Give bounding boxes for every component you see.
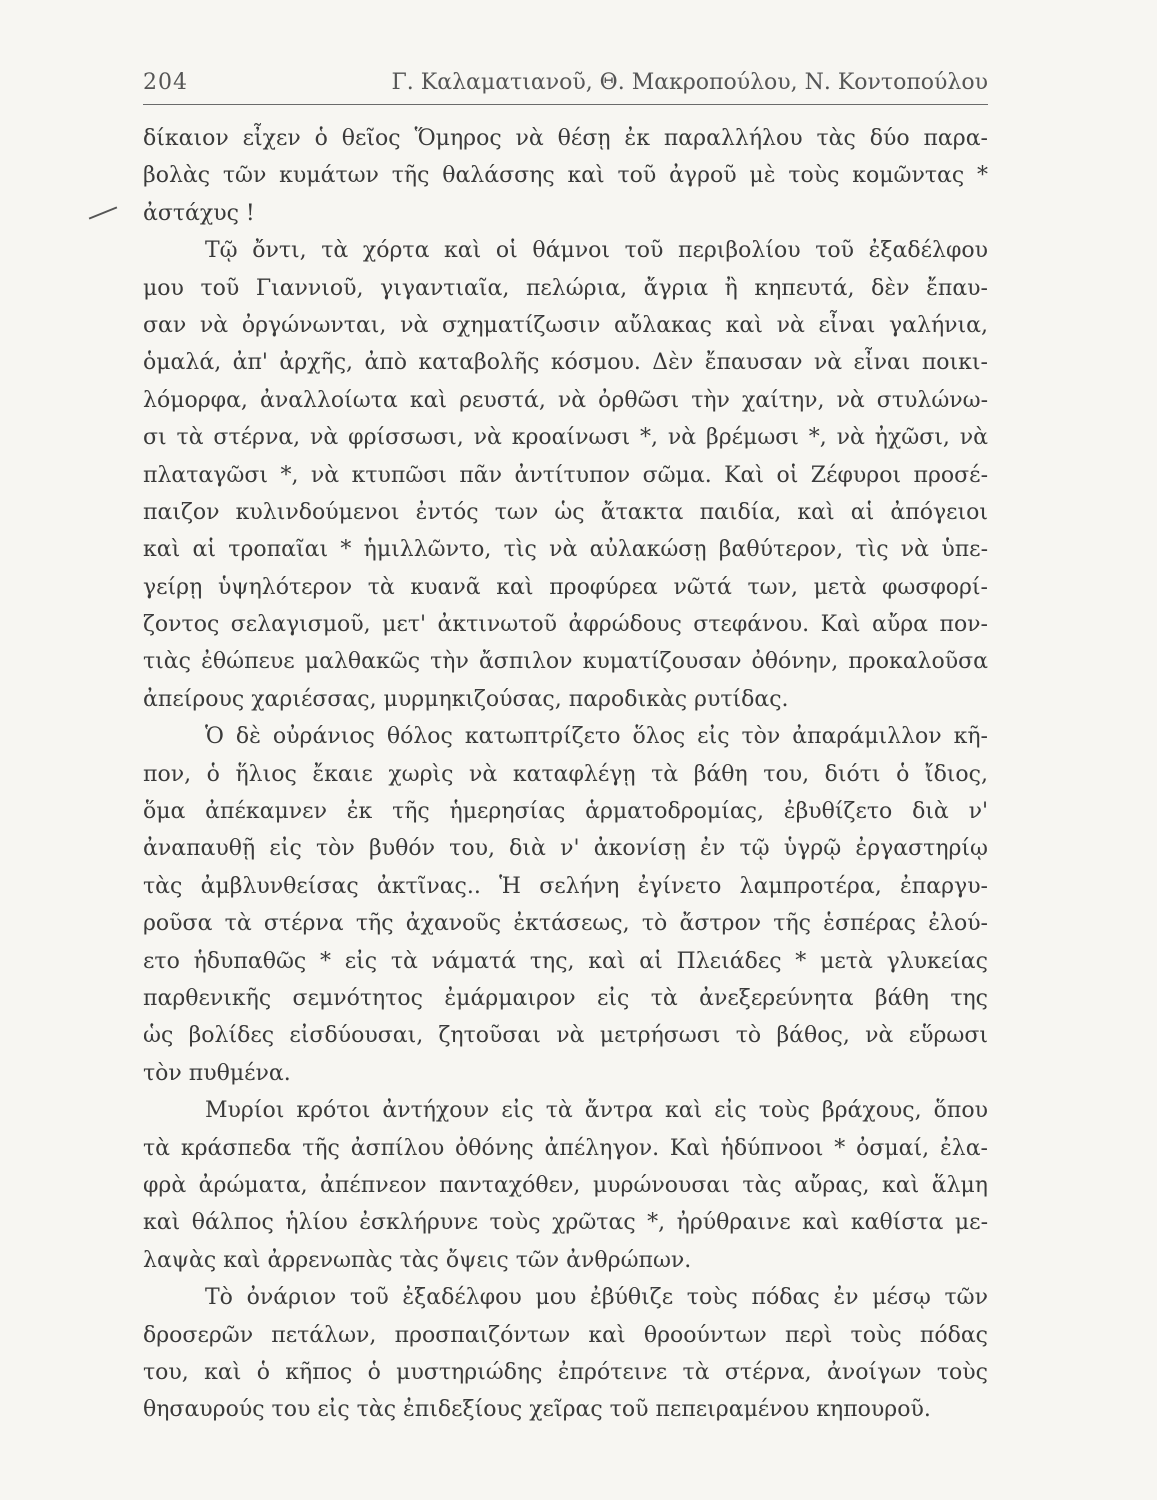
text-line: Τῷ ὄντι, τὰ χόρτα καὶ οἱ θάμνοι τοῦ περιβολίου τοῦ ἐξαδέλφου xyxy=(205,238,988,264)
text-line: ροῦσα τὰ στέρνα τῆς ἀχανοῦς ἐκτάσεως, τὸ ἄστρον τῆς ἑσπέρας ἐλού- xyxy=(143,911,988,937)
text-line: ἀπείρους χαριέσσας, μυρμηκιζούσας, παροδικὰς ρυτίδας. xyxy=(143,686,789,712)
text-line: παρθενικῆς σεμνότητος ἐμάρμαιρον εἰς τὰ ἀνεξερεύνητα βάθη της xyxy=(143,985,988,1011)
text-line: ζοντος σελαγισμοῦ, μετ' ἀκτινωτοῦ ἀφρώδους στεφάνου. Καὶ αὔρα πον- xyxy=(143,612,988,638)
text-line: Μυρίοι κρότοι ἀντήχουν εἰς τὰ ἄντρα καὶ εἰς τοὺς βράχους, ὅπου xyxy=(205,1098,988,1124)
text-line: ὁμαλά, ἀπ' ἀρχῆς, ἀπὸ καταβολῆς κόσμου. Δὲν ἔπαυσαν νὰ εἶναι ποικι- xyxy=(143,350,988,376)
text-line: βολὰς τῶν κυμάτων τῆς θαλάσσης καὶ τοῦ ἀγροῦ μὲ τοὺς κομῶντας * xyxy=(143,163,988,189)
text-line: τιὰς ἐθώπευε μαλθακῶς τὴν ἄσπιλον κυματίζουσαν ὀθόνην, προκαλοῦσα xyxy=(143,649,988,675)
page-header xyxy=(143,64,988,105)
text-line: ἀστάχυς ! xyxy=(143,200,255,226)
text-line: τὸν πυθμένα. xyxy=(143,1060,291,1086)
text-line: καὶ αἱ τροπαῖαι * ἡμιλλῶντο, τὶς νὰ αὐλακώσῃ βαθύτερον, τὶς νὰ ὑπε- xyxy=(143,537,988,563)
running-head: Γ. Καλαματιανοῦ, Θ. Μακροπούλου, Ν. Κοντοπούλου xyxy=(391,70,988,95)
text-line: ὅμα ἀπέκαμνεν ἐκ τῆς ἡμερησίας ἁρματοδρομίας, ἐβυθίζετο διὰ ν' xyxy=(143,799,988,825)
paragraph xyxy=(143,1279,988,1429)
text-line: πον, ὁ ἥλιος ἔκαιε χωρὶς νὰ καταφλέγῃ τὰ βάθη του, διότι ὁ ἴδιος, xyxy=(143,761,988,787)
text-line: ὡς βολίδες εἰσδύουσαι, ζητοῦσαι νὰ μετρήσωσι τὸ βάθος, νὰ εὕρωσι xyxy=(143,1023,988,1049)
text-line: ετο ἡδυπαθῶς * εἰς τὰ νάματά της, καὶ αἱ Πλειάδες * μετὰ γλυκείας xyxy=(143,948,988,974)
text-line: πλαταγῶσι *, νὰ κτυπῶσι πᾶν ἀντίτυπον σῶμα. Καὶ οἱ Ζέφυροι προσέ- xyxy=(143,462,988,488)
text-line: τὰ κράσπεδα τῆς ἀσπίλου ὀθόνης ἀπέληγον. Καὶ ἡδύπνοοι * ὀσμαί, ἐλα- xyxy=(143,1135,988,1161)
text-line: σαν νὰ ὀργώνωνται, νὰ σχηματίζωσιν αὔλακας καὶ νὰ εἶναι γαλήνια, xyxy=(143,312,988,338)
text-line: Ὁ δὲ οὐράνιος θόλος κατωπτρίζετο ὅλος εἰς τὸν ἀπαράμιλλον κῆ- xyxy=(205,724,988,750)
text-line: δίκαιον εἶχεν ὁ θεῖος Ὅμηρος νὰ θέσῃ ἐκ παραλλήλου τὰς δύο παρα- xyxy=(143,126,988,151)
text-line: θησαυρούς του εἰς τὰς ἐπιδεξίους χεῖρας τοῦ πεπειραμένου κηπουροῦ. xyxy=(143,1397,931,1423)
text-line: παιζον κυλινδούμενοι ἐντός των ὡς ἄτακτα παιδία, καὶ αἱ ἀπόγειοι xyxy=(143,499,988,525)
text-line: τὰς ἀμβλυνθείσας ἀκτῖνας.. Ἡ σελήνη ἐγίνετο λαμπροτέρα, ἐπαργυ- xyxy=(143,873,988,899)
paragraph xyxy=(143,718,988,1092)
text-line: του, καὶ ὁ κῆπος ὁ μυστηριώδης ἐπρότεινε τὰ στέρνα, ἀνοίγων τοὺς xyxy=(143,1359,988,1385)
text-line: φρὰ ἀρώματα, ἀπέπνεον πανταχόθεν, μυρώνουσαι τὰς αὔρας, καὶ ἅλμη xyxy=(143,1172,988,1198)
text-line: δροσερῶν πετάλων, προσπαιζόντων καὶ θροούντων περὶ τοὺς πόδας xyxy=(143,1322,988,1348)
paragraph xyxy=(143,232,988,718)
page-number: 204 xyxy=(143,70,188,95)
text-line: λόμορφα, ἀναλλοίωτα καὶ ρευστά, νὰ ὀρθῶσι τὴν χαίτην, νὰ στυλώνω- xyxy=(143,387,988,413)
text-line: καὶ θάλπος ἡλίου ἐσκλήρυνε τοὺς χρῶτας *, ἠρύθραινε καὶ καθίστα με- xyxy=(143,1210,988,1236)
paragraph xyxy=(143,1092,988,1279)
text-line: ἀναπαυθῇ εἰς τὸν βυθόν του, διὰ ν' ἀκονίσῃ ἐν τῷ ὑγρῷ ἐργαστηρίῳ xyxy=(143,836,988,862)
body-text xyxy=(143,120,988,1429)
margin-pencil-mark xyxy=(89,206,118,219)
text-line: λαψὰς καὶ ἀρρενωπὰς τὰς ὄψεις τῶν ἀνθρώπων. xyxy=(143,1247,692,1273)
text-line: γείρῃ ὑψηλότερον τὰ κυανᾶ καὶ προφύρεα νῶτά των, μετὰ φωσφορί- xyxy=(143,574,988,600)
text-line: σι τὰ στέρνα, νὰ φρίσσωσι, νὰ κροαίνωσι *, νὰ βρέμωσι *, νὰ ἠχῶσι, νὰ xyxy=(143,425,988,451)
paragraph xyxy=(143,120,988,232)
text-line: Τὸ ὀνάριον τοῦ ἐξαδέλφου μου ἐβύθιζε τοὺς πόδας ἐν μέσῳ τῶν xyxy=(205,1285,988,1311)
text-line: μου τοῦ Γιαννιοῦ, γιγαντιαῖα, πελώρια, ἄγρια ἢ κηπευτά, δὲν ἔπαυ- xyxy=(143,275,988,301)
